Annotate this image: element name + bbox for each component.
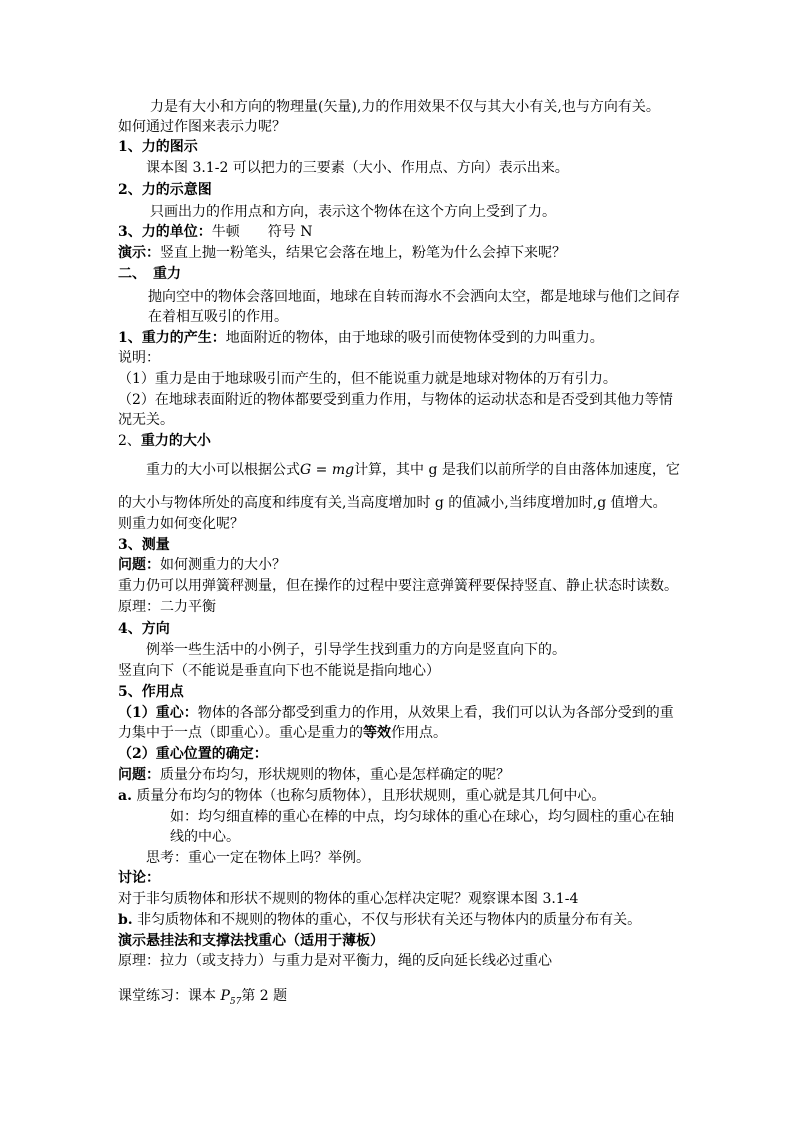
heading-direction: 4、方向 [118,621,170,637]
paragraph-gravity-question: 则重力如何变化呢？ [118,516,244,532]
note-1: （1）重力是由于地球吸引而产生的，但不能说重力就是地球对物体的万有引力。 [118,371,617,387]
force-unit-value: 牛顿 符号 N [211,224,313,240]
formula-suffix: 计算，其中 g 是我们以前所学的自由落体加速度，它 [354,462,680,478]
point-b-line [118,910,641,930]
gravity-origin-text: 地面附近的物体，由于地球的吸引而使物体受到的力叫重力。 [225,330,604,346]
demo-chalk-label: 演示： [118,245,160,261]
note-heading: 说明： [118,350,160,366]
gravity-origin-line [118,328,604,348]
example-uniform-2: 线的中心。 [170,829,240,845]
demo-chalk-line [118,243,566,263]
center-of-gravity-post: 作用点。 [391,725,447,741]
point-a-label: a. [118,788,132,804]
question-measure-text: 如何测重力的大小？ [160,557,286,573]
note-2: （2）在地球表面附近的物体都要受到重力作用，与物体的运动状态和是否受到其他力等情 [118,392,673,408]
heading-force-diagram: 1、力的图示 [118,139,198,155]
force-unit-label: 3、力的单位： [118,224,212,240]
question-center-text: 质量分布均匀，形状规则的物体，重心是怎样确定的呢？ [160,767,510,783]
paragraph-gravity-intro-1: 抛向空中的物体会落回地面，地球在自转而海水不会洒向太空，都是地球与他们之间存 [148,289,680,305]
note-2-continued: 况无关。 [118,412,174,428]
principle-two-force: 原理：二力平衡 [118,599,216,615]
heading-force-sketch: 2、力的示意图 [118,182,212,198]
heading-gravity: 二、 重力 [118,266,181,282]
paragraph-gravity-intro-2: 在着相互吸引的作用。 [148,309,288,325]
heading-center-position: （2）重心位置的确定： [118,746,268,762]
point-a-text: 质量分布均匀的物体（也称匀质物体），且形状规则，重心就是其几何中心。 [131,788,606,804]
principle-suspension: 原理：拉力（或支持力）与重力是对平衡力，绳的反向延长线必过重心 [118,953,552,969]
paragraph-force-intro: 力是有大小和方向的物理量(矢量),力的作用效果不仅与其大小有关,也与方向有关。 [150,99,660,115]
point-a-line [118,786,605,806]
center-of-gravity-line-2 [118,723,447,743]
exercise-page-number: 57 [229,996,242,1007]
think-question: 思考：重心一定在物体上吗？举例。 [146,850,370,866]
center-of-gravity-label: （1）重心： [118,705,198,721]
paragraph-gravity-formula [146,460,680,480]
paragraph-direction-down: 竖直向下（不能说是垂直向下也不能说是指向地心） [118,663,440,679]
gravity-formula: G = mg [300,462,355,478]
heading-demo-suspension: 演示悬挂法和支撑法找重心（适用于薄板） [118,933,384,949]
paragraph-gravity-variation: 的大小与物体所处的高度和纬度有关,当高度增加时 g 的值减小,当纬度增加时,g 值增大。 [118,495,667,511]
center-of-gravity-pre: 力集中于一点（即重心）。重心是重力的 [118,725,363,741]
paragraph-spring-scale: 重力仍可以用弹簧秤测量，但在操作的过程中要注意弹簧秤要保持竖直、静止状态时读数。 [118,578,678,594]
exercise-page-symbol: P [220,988,230,1004]
heading-measurement: 3、测量 [118,537,170,553]
example-uniform-1: 如：均匀细直棒的重心在棒的中点，均匀球体的重心在球心，均匀圆柱的重心在轴 [170,809,674,825]
heading-point-of-action: 5、作用点 [118,684,184,700]
question-measure-line [118,555,286,575]
classroom-exercise [118,986,287,1006]
exercise-suffix: 第 2 题 [241,988,288,1004]
heading-gravity-size-title: 重力的大小 [140,433,211,449]
formula-prefix: 重力的大小可以根据公式 [146,462,300,478]
demo-chalk-text: 竖直上抛一粉笔头，结果它会落在地上，粉笔为什么会掉下来呢？ [160,245,566,261]
force-unit-line [118,222,312,242]
paragraph-direction-examples: 例举一些生活中的小例子，引导学生找到重力的方向是竖直向下的。 [146,642,566,658]
center-of-gravity-equivalent: 等效 [363,725,391,741]
point-b-text: 非匀质物体和不规则的物体的重心，不仅与形状有关还与物体内的质量分布有关。 [132,912,642,928]
point-b-label: b. [118,912,133,928]
paragraph-force-diagram: 课本图 3.1-2 可以把力的三要素（大小、作用点、方向）表示出来。 [146,160,569,176]
center-of-gravity-text: 物体的各部分都受到重力的作用，从效果上看，我们可以认为各部分受到的重 [197,705,674,721]
exercise-prefix: 课堂练习：课本 [118,988,221,1004]
paragraph-force-sketch: 只画出力的作用点和方向，表示这个物体在这个方向上受到了力。 [150,204,556,220]
paragraph-nonuniform-question: 对于非匀质物体和形状不规则的物体的重心怎样决定呢？观察课本图 3.1-4 [118,891,579,907]
question-center-line [118,765,510,785]
heading-gravity-size-number: 2、 [118,433,141,449]
gravity-origin-label: 1、重力的产生： [118,330,226,346]
heading-gravity-size [118,431,211,451]
paragraph-force-question: 如何通过作图来表示力呢？ [118,119,286,135]
question-measure-label: 问题： [118,557,160,573]
question-center-label: 问题： [118,767,160,783]
heading-discussion: 讨论： [118,870,160,886]
center-of-gravity-line [118,703,674,723]
